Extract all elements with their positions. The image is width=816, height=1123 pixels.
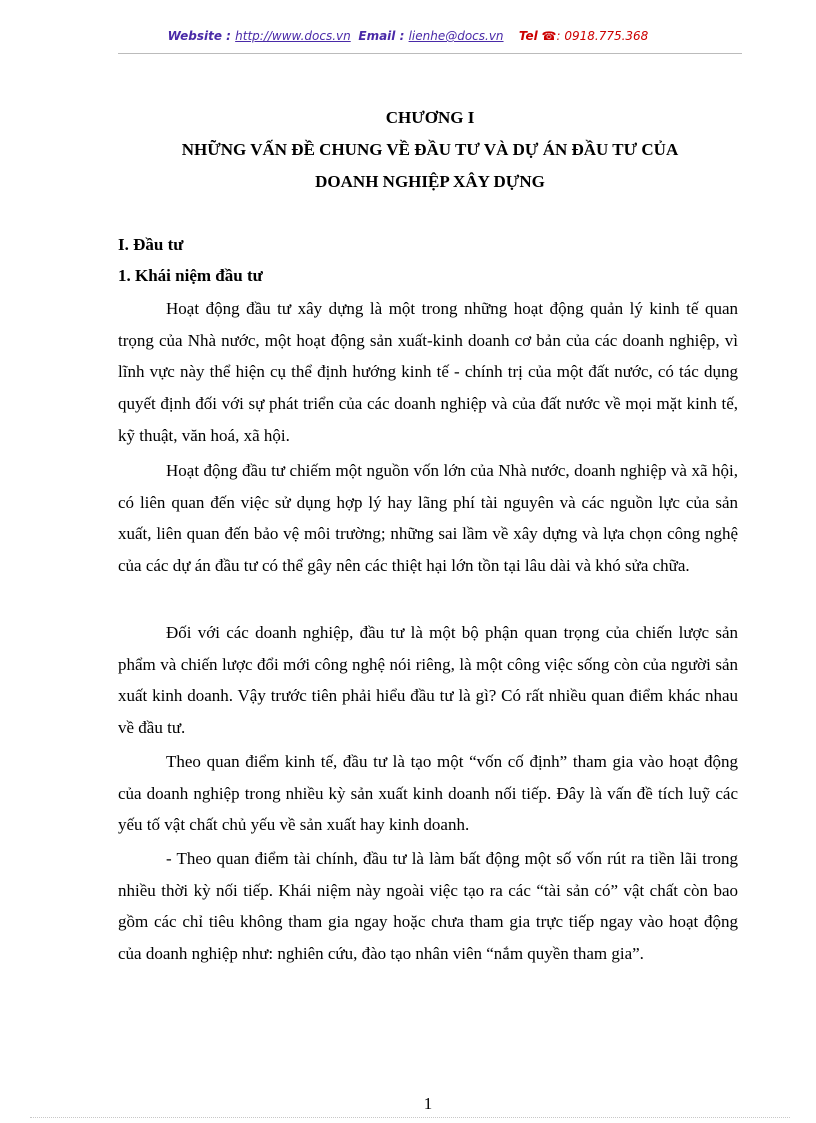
website-separator: : <box>221 29 236 43</box>
email-separator: : <box>395 29 409 43</box>
paragraph-5: - Theo quan điểm tài chính, đầu tư là làm bất động một số vốn rút ra tiền lãi trong nhiều thời kỳ nối tiếp. Khái niệm này ngoài việc tạo ra các “tài sản có” vật chất còn bao gồm các chỉ tiêu không tham gia ngay hoặc chưa tham gia trực tiếp ngay vào hoạt động của doanh nghiệp như: nghiên cứu, đào tạo nhân viên “nắm quyền tham gia”. <box>118 849 738 964</box>
tel-label: Tel <box>518 29 538 43</box>
page-header <box>0 29 816 43</box>
chapter-title-line2: DOANH NGHIỆP XÂY DỰNG <box>315 172 545 191</box>
email-label: Email <box>358 29 396 43</box>
section-heading: I. Đầu tư <box>118 235 184 254</box>
phone-icon: ☎ <box>541 29 557 43</box>
section-subheading: 1. Khái niệm đầu tư <box>118 266 263 285</box>
chapter-title-line1: NHỮNG VẤN ĐỀ CHUNG VỀ ĐẦU TƯ VÀ DỰ ÁN ĐẦU TƯ CỦA <box>181 140 679 159</box>
chapter-number: CHƯƠNG I <box>385 108 475 127</box>
paragraph-3: Đối với các doanh nghiệp, đầu tư là một bộ phận quan trọng của chiến lược sản phẩm và chiến lược đổi mới công nghệ nói riêng, là một công việc sống còn của người sản xuất kinh doanh. Vậy trước tiên phải hiểu đầu tư là gì? Có rất nhiều quan điểm khác nhau về đầu tư. <box>118 623 738 738</box>
page-number: 1 <box>423 1094 433 1113</box>
email-link[interactable]: lienhe@docs.vn <box>408 29 504 43</box>
website-link[interactable]: http://www.docs.vn <box>235 29 351 43</box>
paragraph-1: Hoạt động đầu tư xây dựng là một trong những hoạt động quản lý kinh tế quan trọng của Nhà nước, một hoạt động sản xuất-kinh doanh cơ bản của các doanh nghiệp, vì lĩnh vực này thể hiện cụ thể định hướng kinh tế - chính trị của một đất nước, có tác dụng quyết định đối với sự phát triển của các doanh nghiệp và của đất nước về mọi mặt kinh tế, kỹ thuật, văn hoá, xã hội. <box>118 299 738 445</box>
page-bottom-divider <box>30 1117 790 1118</box>
website-label: Website <box>167 29 222 43</box>
paragraph-2: Hoạt động đầu tư chiếm một nguồn vốn lớn của Nhà nước, doanh nghiệp và xã hội, có liên quan đến việc sử dụng hợp lý hay lãng phí tài nguyên và các nguồn lực của sản xuất, liên quan đến bảo vệ môi trường; những sai lầm về xây dựng và lựa chọn công nghệ của các dự án đầu tư có thể gây nên các thiệt hại lớn tồn tại lâu dài và khó sửa chữa. <box>118 461 738 576</box>
header-divider <box>118 53 742 54</box>
phone-number: : 0918.775.368 <box>556 29 649 43</box>
paragraph-4: Theo quan điểm kinh tế, đầu tư là tạo một “vốn cố định” tham gia vào hoạt động của doanh nghiệp trong nhiều kỳ sản xuất kinh doanh nối tiếp. Đây là vấn đề tích luỹ các yếu tố vật chất chủ yếu về sản xuất hay kinh doanh. <box>118 752 738 835</box>
